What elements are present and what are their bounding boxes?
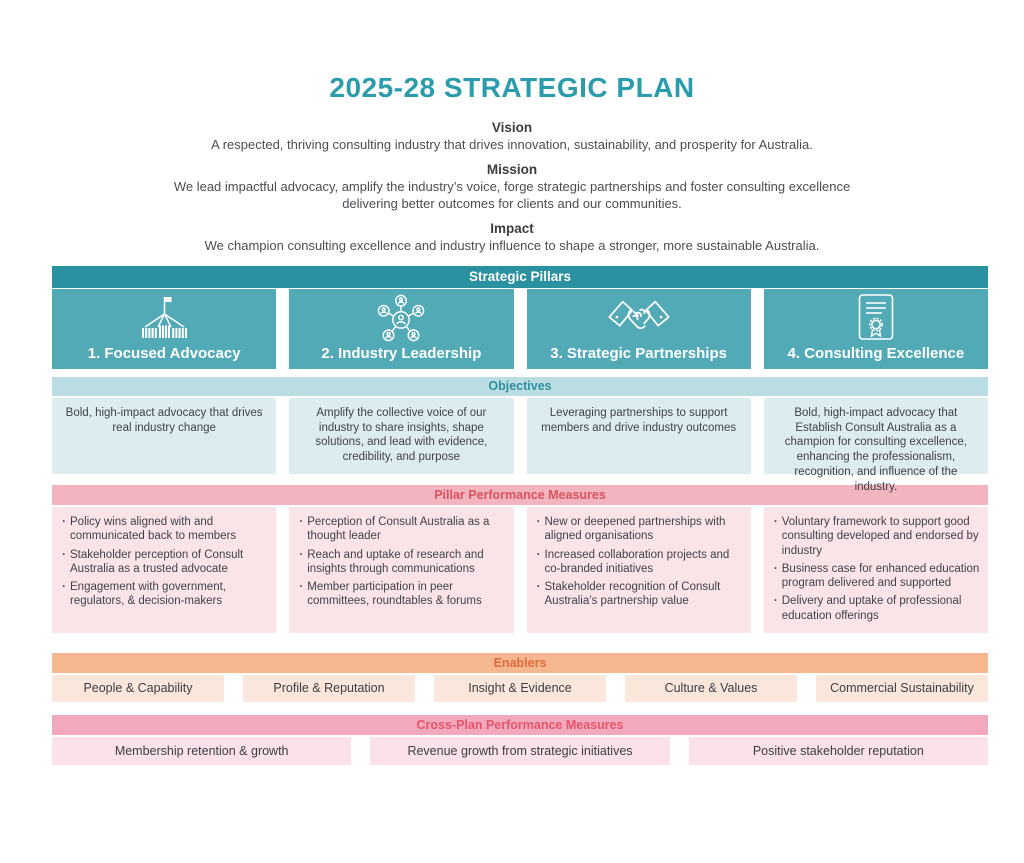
bullet-icon <box>533 515 545 544</box>
pillar-label: 1. Focused Advocacy <box>87 345 241 362</box>
enablers-section <box>52 653 988 702</box>
enabler-cell-insight-evidence: Insight & Evidence <box>434 675 606 702</box>
measure-text: Stakeholder perception of Consult Australia as a trusted advocate <box>70 548 244 575</box>
bullet-icon <box>295 515 307 544</box>
measure-text: Member participation in peer committees, roundtables & forums <box>307 581 482 608</box>
strategic-pillars-header: Strategic Pillars <box>52 266 988 288</box>
enablers-row <box>52 675 988 702</box>
bullet-icon <box>295 548 307 577</box>
network-icon <box>289 293 513 343</box>
pillar-measures-row <box>52 507 988 633</box>
objective-cell-3: Leveraging partnerships to support members and drive industry outcomes <box>527 398 751 474</box>
mission-statement <box>0 162 1024 212</box>
measure-text: Engagement with government, regulators, & decision-makers <box>70 581 226 608</box>
impact-text: We champion consulting excellence and industry influence to shape a stronger, more sustainable Australia. <box>204 237 820 253</box>
pillar-measures-section <box>52 485 988 633</box>
measure-item <box>770 594 980 623</box>
measure-item <box>533 580 743 609</box>
pillar-measures-header: Pillar Performance Measures <box>52 485 988 505</box>
measure-item <box>770 515 980 558</box>
plan-grid <box>52 266 988 765</box>
impact-statement <box>0 221 1024 254</box>
measures-cell-1 <box>52 507 276 633</box>
measure-item <box>58 515 268 544</box>
objectives-row <box>52 398 988 493</box>
measure-item <box>58 580 268 609</box>
measure-text: New or deepened partnerships with aligned organisations <box>544 516 726 543</box>
bullet-icon <box>533 580 545 609</box>
bullet-icon <box>58 515 70 544</box>
bullet-icon <box>58 548 70 577</box>
cross-plan-section <box>52 715 988 765</box>
pillar-label: 2. Industry Leadership <box>321 345 482 362</box>
measure-item <box>295 580 505 609</box>
pillar-card-consulting-excellence <box>764 289 988 369</box>
parliament-icon <box>52 293 276 343</box>
enabler-cell-people-capability: People & Capability <box>52 675 224 702</box>
enabler-cell-culture-values: Culture & Values <box>625 675 797 702</box>
impact-heading: Impact <box>490 220 534 236</box>
pillars-row <box>52 289 988 369</box>
measures-cell-4 <box>764 507 988 633</box>
measure-item <box>295 515 505 544</box>
measure-text: Business case for enhanced education program delivered and supported <box>781 562 980 589</box>
objective-cell-1: Bold, high-impact advocacy that drives real industry change <box>52 398 276 474</box>
measure-text: Voluntary framework to support good consulting developed and endorsed by industry <box>781 516 979 557</box>
page-title: 2025-28 STRATEGIC PLAN <box>329 72 695 103</box>
enablers-header: Enablers <box>52 653 988 673</box>
cross-plan-cell-revenue: Revenue growth from strategic initiatives <box>370 737 669 765</box>
objective-cell-4: Bold, high-impact advocacy that Establish Consult Australia as a champion for consulting excellence, enhancing the professionalism, recognition, and influence of the industry. <box>764 398 988 474</box>
enabler-cell-commercial-sustainability: Commercial Sustainability <box>816 675 988 702</box>
cross-plan-header: Cross-Plan Performance Measures <box>52 715 988 735</box>
mission-heading: Mission <box>486 162 538 178</box>
objectives-header: Objectives <box>52 377 988 396</box>
pillar-card-industry-leadership <box>289 289 513 369</box>
bullet-icon <box>770 515 782 558</box>
measure-item <box>295 548 505 577</box>
pillar-label: 3. Strategic Partnerships <box>550 345 727 362</box>
mission-text: We lead impactful advocacy, amplify the industry’s voice, forge strategic partnerships and foster consulting excellence delivering better outcomes for clients and our communities. <box>173 179 851 211</box>
cross-plan-cell-reputation: Positive stakeholder reputation <box>689 737 988 765</box>
measure-text: Reach and uptake of research and insights through communications <box>307 548 484 575</box>
bullet-icon <box>533 548 545 577</box>
measure-text: Perception of Consult Australia as a thought leader <box>307 516 490 543</box>
bullet-icon <box>770 562 782 591</box>
vision-statement <box>0 120 1024 153</box>
bullet-icon <box>58 580 70 609</box>
strategic-plan-page <box>0 72 1024 863</box>
measure-text: Stakeholder recognition of Consult Australia’s partnership value <box>544 581 721 608</box>
vision-heading: Vision <box>491 120 533 135</box>
measure-text: Policy wins aligned with and communicated back to members <box>70 516 237 543</box>
cross-plan-row <box>52 737 988 765</box>
pillar-card-strategic-partnerships <box>527 289 751 369</box>
objective-cell-2: Amplify the collective voice of our industry to share insights, shape solutions, and lead with evidence, credibility, and purpose <box>289 398 513 474</box>
handshake-icon <box>527 293 751 343</box>
measure-text: Increased collaboration projects and co-branded initiatives <box>544 548 730 575</box>
enabler-cell-profile-reputation: Profile & Reputation <box>243 675 415 702</box>
measure-item <box>533 548 743 577</box>
pillar-label: 4. Consulting Excellence <box>787 345 965 362</box>
certificate-icon <box>764 293 988 343</box>
measure-item <box>770 562 980 591</box>
bullet-icon <box>295 580 307 609</box>
measure-item <box>533 515 743 544</box>
pillar-card-focused-advocacy <box>52 289 276 369</box>
cross-plan-cell-membership: Membership retention & growth <box>52 737 351 765</box>
measure-text: Delivery and uptake of professional education offerings <box>781 595 962 622</box>
statements-section <box>0 120 1024 254</box>
bullet-icon <box>770 594 782 623</box>
measure-item <box>58 548 268 577</box>
measures-cell-3 <box>527 507 751 633</box>
measures-cell-2 <box>289 507 513 633</box>
vision-text: A respected, thriving consulting industry that drives innovation, sustainability, and prosperity for Australia. <box>211 137 813 152</box>
